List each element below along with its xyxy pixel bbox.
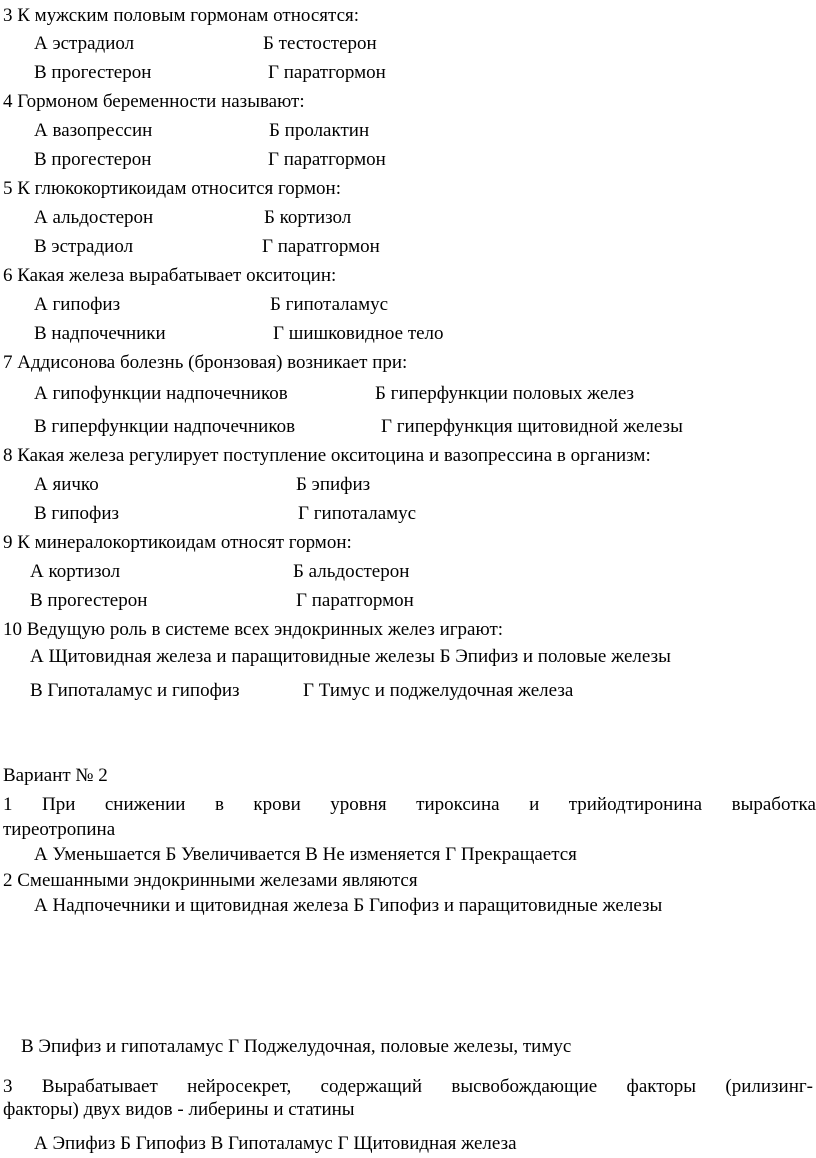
question-10-option-c: В Гипоталамус и гипофиз	[30, 680, 240, 701]
question-6-option-d: Г шишковидное тело	[273, 323, 444, 344]
variant-heading: Вариант № 2	[3, 765, 108, 786]
question-9-text: 9 К минералокортикоидам относят гормон:	[3, 532, 352, 553]
question-6-option-a: А гипофиз	[34, 294, 121, 315]
question-3-text: 3 К мужским половым гормонам относятся:	[3, 5, 360, 26]
word: Вырабатывает	[41, 1076, 158, 1097]
word: 1	[3, 794, 13, 815]
question-4-option-b: Б пролактин	[269, 120, 370, 141]
question-5-option-a: А альдостерон	[34, 207, 154, 228]
word: крови	[253, 794, 301, 815]
variant2-question-3-options: А Эпифиз Б Гипофиз В Гипоталамус Г Щитовидная железа	[34, 1133, 517, 1154]
question-6-text: 6 Какая железа вырабатывает окситоцин:	[3, 265, 337, 286]
question-3-option-a: А эстрадиол	[34, 33, 135, 54]
variant2-question-2-options-cd: В Эпифиз и гипоталамус Г Поджелудочная, половые железы, тимус	[21, 1036, 572, 1057]
question-4-option-c: В прогестерон	[34, 149, 152, 170]
variant2-question-2-text: 2 Смешанными эндокринными железами являются	[3, 870, 418, 891]
question-4-option-d: Г паратгормон	[268, 149, 386, 170]
word: тироксина	[416, 794, 500, 815]
question-7-option-c: В гиперфункции надпочечников	[34, 416, 296, 437]
word: 3	[3, 1076, 13, 1097]
question-8-option-a: А яичко	[34, 474, 99, 495]
word: содержащий	[320, 1076, 423, 1097]
question-9-option-c: В прогестерон	[30, 590, 148, 611]
word: выработка	[731, 794, 816, 815]
word: и	[529, 794, 540, 815]
word: в	[214, 794, 224, 815]
variant2-question-2-options-ab: А Надпочечники и щитовидная железа Б Гипофиз и паращитовидные железы	[34, 895, 663, 916]
question-8-option-c: В гипофиз	[34, 503, 120, 524]
question-5-option-b: Б кортизол	[264, 207, 352, 228]
word: (рилизинг-	[725, 1076, 813, 1097]
word: При	[41, 794, 76, 815]
question-5-option-d: Г паратгормон	[262, 236, 380, 257]
question-7-option-d: Г гиперфункция щитовидной железы	[381, 416, 683, 437]
word: трийодтиронина	[568, 794, 703, 815]
word: нейросекрет,	[187, 1076, 292, 1097]
question-9-option-a: А кортизол	[30, 561, 121, 582]
question-4-option-a: А вазопрессин	[34, 120, 153, 141]
question-5-text: 5 К глюкокортикоидам относится гормон:	[3, 178, 341, 199]
question-4-text: 4 Гормоном беременности называют:	[3, 91, 305, 112]
word: факторы	[626, 1076, 697, 1097]
question-3-option-d: Г паратгормон	[268, 62, 386, 83]
question-6-option-c: В надпочечники	[34, 323, 166, 344]
question-6-option-b: Б гипоталамус	[270, 294, 389, 315]
word: снижении	[104, 794, 186, 815]
question-10-text: 10 Ведущую роль в системе всех эндокринных желез играют:	[3, 619, 504, 640]
variant2-question-3-line1	[3, 1075, 813, 1099]
question-7-option-b: Б гиперфункции половых желез	[375, 383, 635, 404]
variant2-question-1-line2: тиреотропина	[3, 819, 116, 840]
question-8-option-d: Г гипоталамус	[298, 503, 417, 524]
question-5-option-c: В эстрадиол	[34, 236, 134, 257]
question-3-option-b: Б тестостерон	[263, 33, 377, 54]
variant2-question-1-line1	[3, 793, 816, 817]
question-10-option-d: Г Тимус и поджелудочная железа	[303, 680, 574, 701]
variant2-question-3-line2: факторы) двух видов - либерины и статины	[3, 1099, 355, 1120]
question-9-option-d: Г паратгормон	[296, 590, 414, 611]
variant2-question-1-options: А Уменьшается Б Увеличивается В Не изменяется Г Прекращается	[34, 844, 577, 865]
question-8-option-b: Б эпифиз	[296, 474, 371, 495]
question-7-option-a: А гипофункции надпочечников	[34, 383, 288, 404]
question-9-option-b: Б альдостерон	[293, 561, 410, 582]
question-10-options-ab: А Щитовидная железа и паращитовидные железы Б Эпифиз и половые железы	[30, 646, 671, 667]
word: высвобождающие	[451, 1076, 598, 1097]
question-3-option-c: В прогестерон	[34, 62, 152, 83]
question-8-text: 8 Какая железа регулирует поступление окситоцина и вазопрессина в организм:	[3, 445, 651, 466]
question-7-text: 7 Аддисонова болезнь (бронзовая) возникает при:	[3, 352, 408, 373]
word: уровня	[330, 794, 387, 815]
